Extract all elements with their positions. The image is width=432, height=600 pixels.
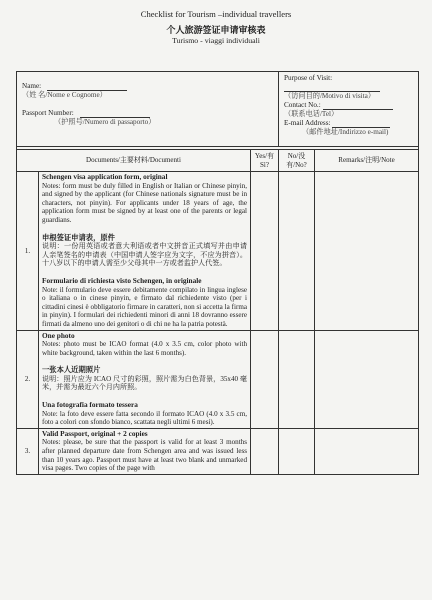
remarks-cell[interactable] [315,428,419,474]
row-number: 1. [17,172,39,331]
col-remarks: Remarks/注明/Note [315,150,419,172]
doc-title-en: One photo [42,330,75,340]
title-chinese: 个人旅游签证申请审核表 [166,25,266,35]
doc-title-it: Una fotografia formato tessera [42,400,138,410]
document-cell [39,428,251,474]
applicant-info-row [17,72,419,147]
no-checkbox-cell[interactable] [279,172,315,331]
document-cell [39,330,251,428]
doc-title-en: Schengen visa application form, original [42,172,168,181]
doc-title-it: Formulario di richiesta visto Schengen, in originale [42,275,202,285]
name-sublabel: （姓 名/Nome e Cognome） [22,91,107,99]
col-yes: Yes/有 Sì? [251,150,279,172]
remarks-cell[interactable] [315,172,419,331]
remarks-cell[interactable] [315,330,419,428]
doc-notes-en: Notes: photo must be ICAO format (4.0 x 3.5 cm, color photo with white background, taken within the last 6 months). [42,340,247,357]
doc-notes-zh: 说明：照片应为 ICAO 尺寸的彩照，照片需为白色背景，35x40 毫米，并需为最近六个月内所照。 [42,374,247,392]
email-label: E-mail Address: [284,119,331,127]
yes-checkbox-cell[interactable] [251,172,279,331]
name-label: Name: [22,82,42,90]
email-sublabel: （邮件地址/Indirizzo e-mail) [302,128,389,136]
passport-sublabel: （护照号/Numero di passaporto） [54,118,156,126]
contact-sublabel: （联系电话/Tel） [284,110,339,118]
col-no: No/没 有/No? [279,150,315,172]
doc-title-zh: 一张本人近期照片 [42,365,101,375]
row-number: 3. [17,428,39,474]
contact-label: Contact No.: [284,101,321,109]
purpose-sublabel: （访问目的/Motivo di visita） [284,92,376,100]
row-number: 2. [17,330,39,428]
doc-title-en: Valid Passport, original + 2 copies [42,428,148,438]
title-italian: Turismo - viaggi individuali [172,36,260,45]
visit-contact-cell [279,72,419,147]
yes-checkbox-cell[interactable] [251,330,279,428]
no-checkbox-cell[interactable] [279,330,315,428]
table-row [17,330,419,428]
doc-notes-en: Notes: form must be duly filled in English or Italian or Chinese pinyin, and signed by the applicant (for Chinese nationals signature must be in characters, not pinyin). For applicants under 18 years of age, the application form must be signed by at least one of the parents or legal guardians. [42,181,247,224]
passport-label: Passport Number: [22,109,74,117]
applicant-identity-cell [17,72,279,147]
col-documents: Documents/主要材料/Documenti [17,150,251,172]
doc-notes-en: Notes: please, be sure that the passport is valid for at least 3 months after planned departure date from Schengen area and was issued less than 10 years ago. Passport must have at least two blank and unmarked visa pages. Two copies of the page with [42,438,247,473]
column-header-row [17,150,419,172]
document-cell [39,172,251,331]
checklist-table [16,71,419,475]
doc-notes-it: Note: la foto deve essere fatta secondo il formato ICAO (4.0 x 3.5 cm, foto a colori con sfondo bianco, scattata negli ultimi 6 mesi). [42,409,247,427]
doc-title-zh: 申根签证申请表，原件 [42,232,115,242]
yes-checkbox-cell[interactable] [251,428,279,474]
no-checkbox-cell[interactable] [279,428,315,474]
table-row [17,172,419,331]
doc-notes-zh: 说明：一份用英语或者意大利语或者中文拼音正式填写并由申请人亲笔签名的申请表（中国申请人签字应为文字，不应为拼音）。十八岁以下的申请人需至少父母其中一方或者监护人代签。 [42,242,247,268]
doc-notes-it: Note: il formulario deve essere debitamente compilato in lingua inglese o italiana o in cinese pinyin, e firmato dal richiedente visto (per i cittadini cinesi è obbligatorio firmare in caratteri, non si accetta la firma in pinyin). I formulari dei richiedenti minori di anni 18 dovranno essere firmati da almeno uno dei genitori o di chi ne ha la patria potestà. [42,285,247,328]
title-english: Checklist for Tourism –individual travellers [140,9,292,19]
table-row [17,428,419,474]
purpose-label: Purpose of Visit: [284,74,333,82]
